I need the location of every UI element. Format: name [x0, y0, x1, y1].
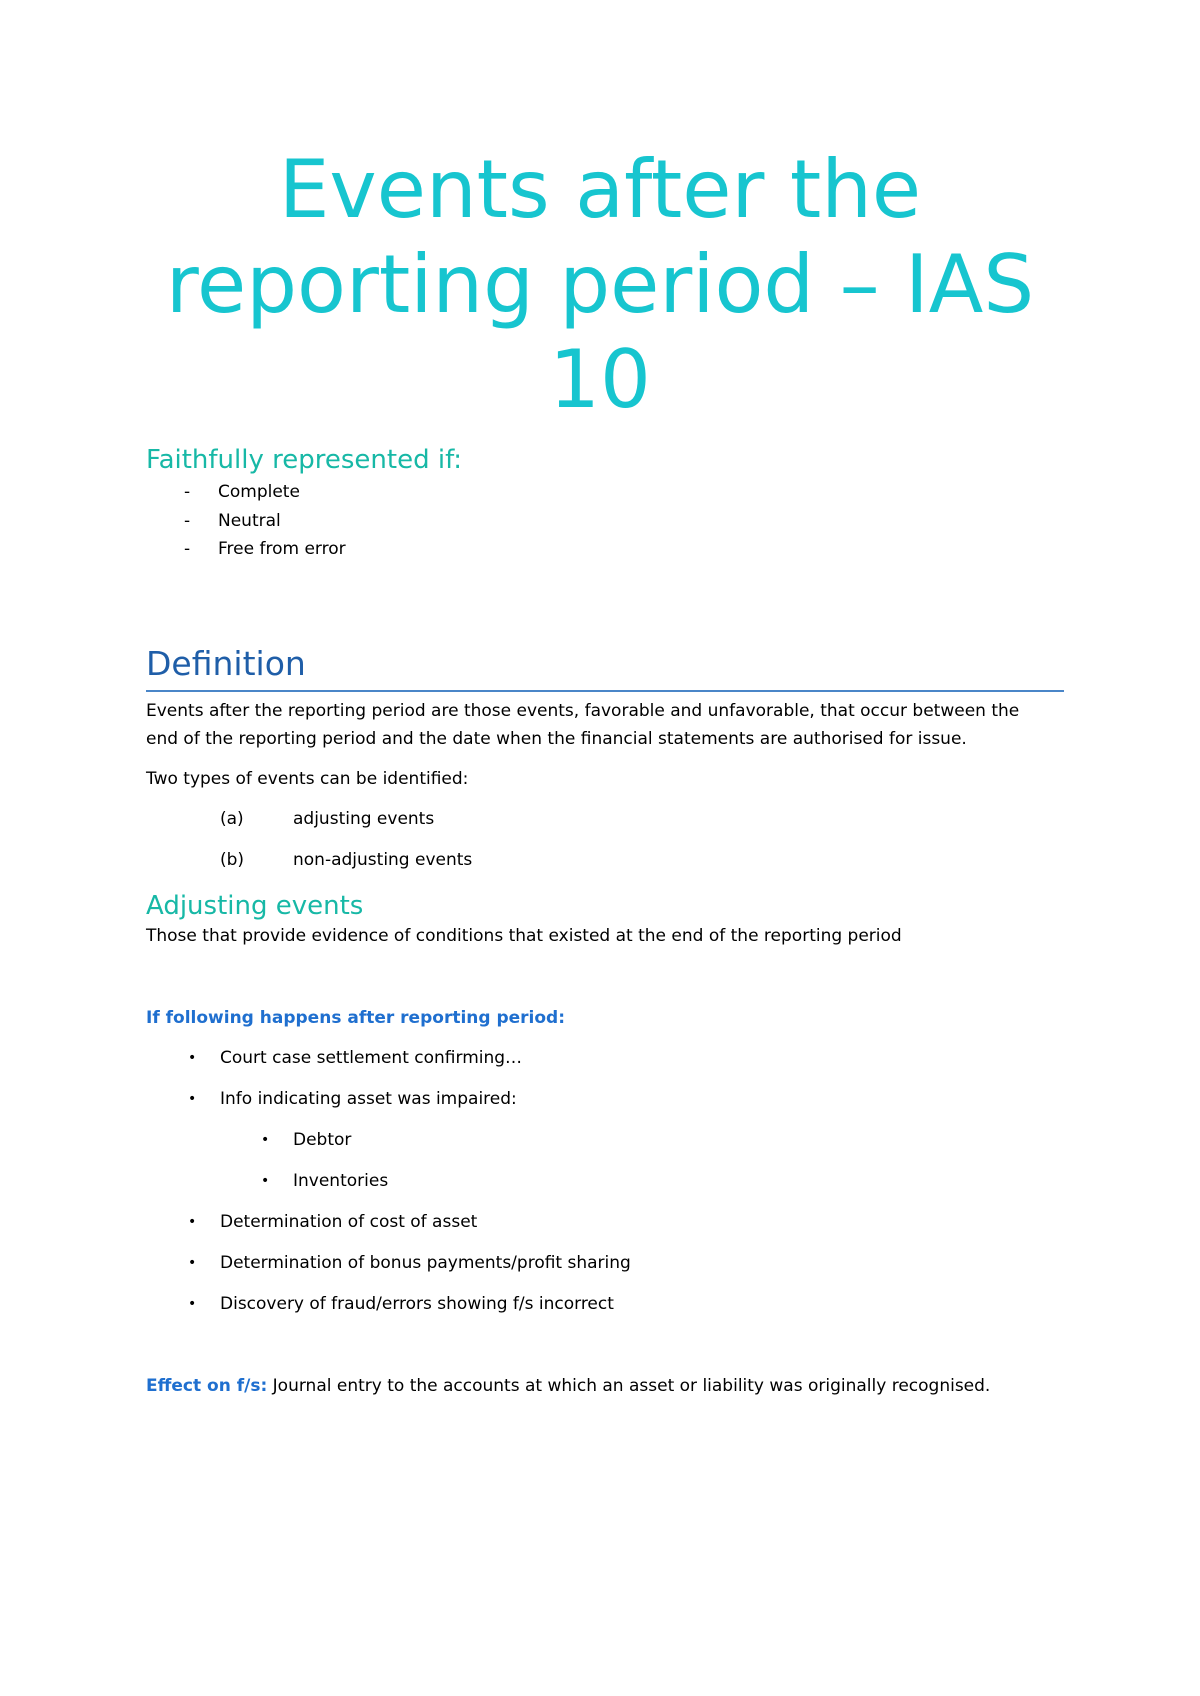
- bullet-item: [188, 1290, 614, 1318]
- adjusting-subheading: If following happens after reporting period:: [146, 1008, 566, 1028]
- bullet-text: Court case settlement confirming…: [220, 1048, 523, 1068]
- bullet-item: [188, 1208, 478, 1236]
- enumerated-item: [220, 805, 434, 833]
- bullet-text: Determination of cost of asset: [220, 1212, 478, 1232]
- bullet-marker: •: [188, 1255, 197, 1271]
- bullet-marker: •: [188, 1296, 197, 1312]
- list-item-text: Complete: [218, 482, 300, 502]
- document-title: [110, 142, 1090, 427]
- bullet-marker: •: [188, 1214, 197, 1230]
- enumerated-item: [220, 846, 472, 874]
- bullet-text: Debtor: [293, 1130, 352, 1150]
- bullet-text: Discovery of fraud/errors showing f/s incorrect: [220, 1294, 614, 1314]
- bullet-marker: •: [261, 1132, 270, 1148]
- bullet-marker: •: [261, 1173, 270, 1189]
- faithful-list: [160, 478, 346, 564]
- list-item: [160, 507, 346, 536]
- title-line-3: 10: [549, 333, 651, 426]
- effect-text: Journal entry to the accounts at which an asset or liability was originally recognised.: [267, 1376, 991, 1396]
- dash-marker: -: [184, 510, 191, 531]
- effect-paragraph: [146, 1372, 990, 1400]
- enum-text: non-adjusting events: [293, 850, 473, 870]
- bullet-text: Info indicating asset was impaired:: [220, 1089, 517, 1109]
- bullet-item: [188, 1044, 523, 1072]
- effect-label: Effect on f/s:: [146, 1376, 268, 1396]
- bullet-item: [188, 1249, 631, 1277]
- list-item: [160, 535, 346, 564]
- dash-marker: -: [184, 539, 191, 559]
- bullet-text: Inventories: [293, 1171, 389, 1191]
- adjusting-heading: Adjusting events: [146, 891, 364, 921]
- bullet-item: [188, 1085, 517, 1113]
- bullet-text: Determination of bonus payments/profit sharing: [220, 1253, 631, 1273]
- adjusting-description: Those that provide evidence of conditions that existed at the end of the reporting period: [146, 926, 902, 946]
- definition-paragraph-line-1: Events after the reporting period are those events, favorable and unfavorable, that occur between the: [146, 701, 1020, 721]
- enum-label: (b): [220, 850, 245, 870]
- list-item: [160, 478, 346, 507]
- list-item-text: Neutral: [218, 510, 281, 531]
- enum-text: adjusting events: [293, 809, 435, 829]
- bullet-marker: •: [188, 1050, 197, 1066]
- list-item-text: Free from error: [218, 539, 346, 559]
- title-line-2: reporting period – IAS: [165, 238, 1035, 331]
- faithful-heading: Faithfully represented if:: [146, 445, 463, 475]
- dash-marker: -: [184, 482, 191, 502]
- title-line-1: Events after the: [278, 143, 922, 236]
- definition-heading: Definition: [146, 644, 306, 683]
- nested-bullet-item: [261, 1167, 389, 1195]
- enum-label: (a): [220, 809, 244, 829]
- definition-paragraph-line-2: end of the reporting period and the date when the financial statements are authorised for issue.: [146, 729, 967, 749]
- nested-bullet-item: [261, 1126, 352, 1154]
- bullet-marker: •: [188, 1091, 197, 1107]
- heading-underline: [146, 690, 1064, 692]
- types-intro: Two types of events can be identified:: [146, 769, 469, 789]
